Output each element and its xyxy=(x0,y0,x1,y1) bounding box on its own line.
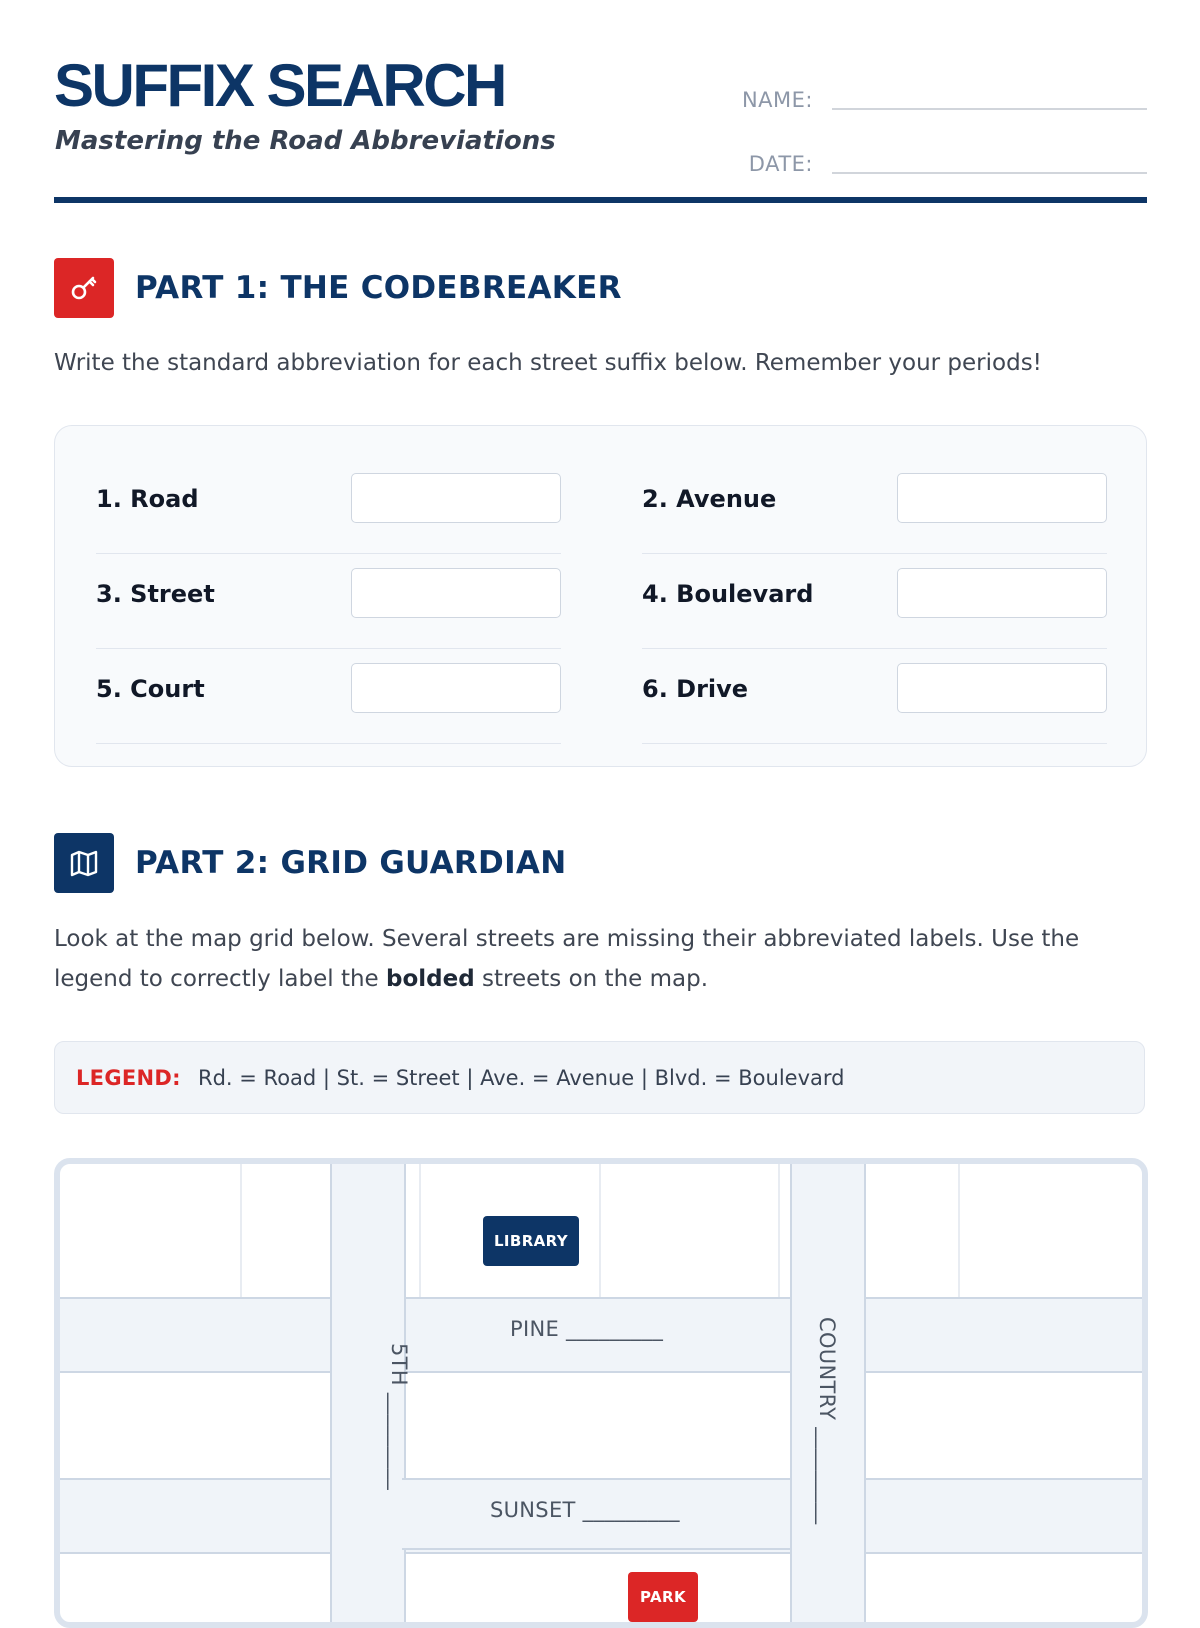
worksheet-header xyxy=(54,52,1147,202)
question-court xyxy=(96,648,561,744)
block-gridline xyxy=(778,1164,780,1299)
legend-text: Rd. = Road | St. = Street | Ave. = Avenue | Blvd. = Boulevard xyxy=(198,1066,845,1090)
instructions-text-start: Look at the map grid below. Several streets are missing their abbreviated labels. Use the legend to correctly label the xyxy=(54,926,1080,992)
part2-instructions xyxy=(54,919,1147,999)
codebreaker-card xyxy=(54,425,1147,767)
part1-instructions: Write the standard abbreviation for each street suffix below. Remember your periods! xyxy=(54,350,1042,376)
block-gridline xyxy=(240,1164,242,1299)
part2-title: PART 2: GRID GUARDIAN xyxy=(135,845,567,881)
name-field[interactable] xyxy=(704,80,1147,120)
block-gridline xyxy=(599,1164,601,1299)
sunset-street-label: SUNSET _________ xyxy=(490,1498,680,1522)
header-divider xyxy=(54,197,1147,203)
country-street-label: COUNTRY _________ xyxy=(815,1317,839,1525)
answer-box[interactable] xyxy=(351,663,561,713)
question-street xyxy=(96,553,561,649)
name-label: NAME: xyxy=(741,88,813,112)
part1-title: PART 1: THE CODEBREAKER xyxy=(135,270,622,306)
legend-label: LEGEND: xyxy=(76,1066,181,1090)
instructions-text-end: streets on the map. xyxy=(474,966,709,992)
instructions-bold-word: bolded xyxy=(386,966,475,992)
date-line[interactable] xyxy=(832,172,1147,174)
question-label: 1. Road xyxy=(96,485,199,513)
worksheet-title: SUFFIX SEARCH xyxy=(54,52,505,119)
name-line[interactable] xyxy=(832,108,1147,110)
question-label: 3. Street xyxy=(96,580,215,608)
question-label: 2. Avenue xyxy=(642,485,777,513)
map-icon xyxy=(54,833,114,893)
legend-box xyxy=(54,1041,1145,1114)
answer-box[interactable] xyxy=(351,568,561,618)
question-boulevard xyxy=(642,553,1107,649)
question-label: 4. Boulevard xyxy=(642,580,814,608)
block-gridline xyxy=(419,1164,421,1299)
answer-box[interactable] xyxy=(897,568,1107,618)
question-label: 5. Court xyxy=(96,675,205,703)
fifth-street-label: 5TH _________ xyxy=(387,1343,411,1491)
answer-box[interactable] xyxy=(897,473,1107,523)
date-field[interactable] xyxy=(704,144,1147,184)
library-building: LIBRARY xyxy=(483,1216,579,1266)
question-drive xyxy=(642,648,1107,744)
answer-box[interactable] xyxy=(897,663,1107,713)
block-gridline xyxy=(958,1164,960,1299)
pine-street-label: PINE _________ xyxy=(510,1317,664,1341)
map-grid xyxy=(54,1158,1148,1628)
question-label: 6. Drive xyxy=(642,675,749,703)
date-label: DATE: xyxy=(748,152,813,176)
answer-box[interactable] xyxy=(351,473,561,523)
worksheet-subtitle: Mastering the Road Abbreviations xyxy=(55,126,556,156)
question-road xyxy=(96,458,561,554)
question-avenue xyxy=(642,458,1107,554)
park-building: PARK xyxy=(628,1572,698,1622)
key-icon xyxy=(54,258,114,318)
